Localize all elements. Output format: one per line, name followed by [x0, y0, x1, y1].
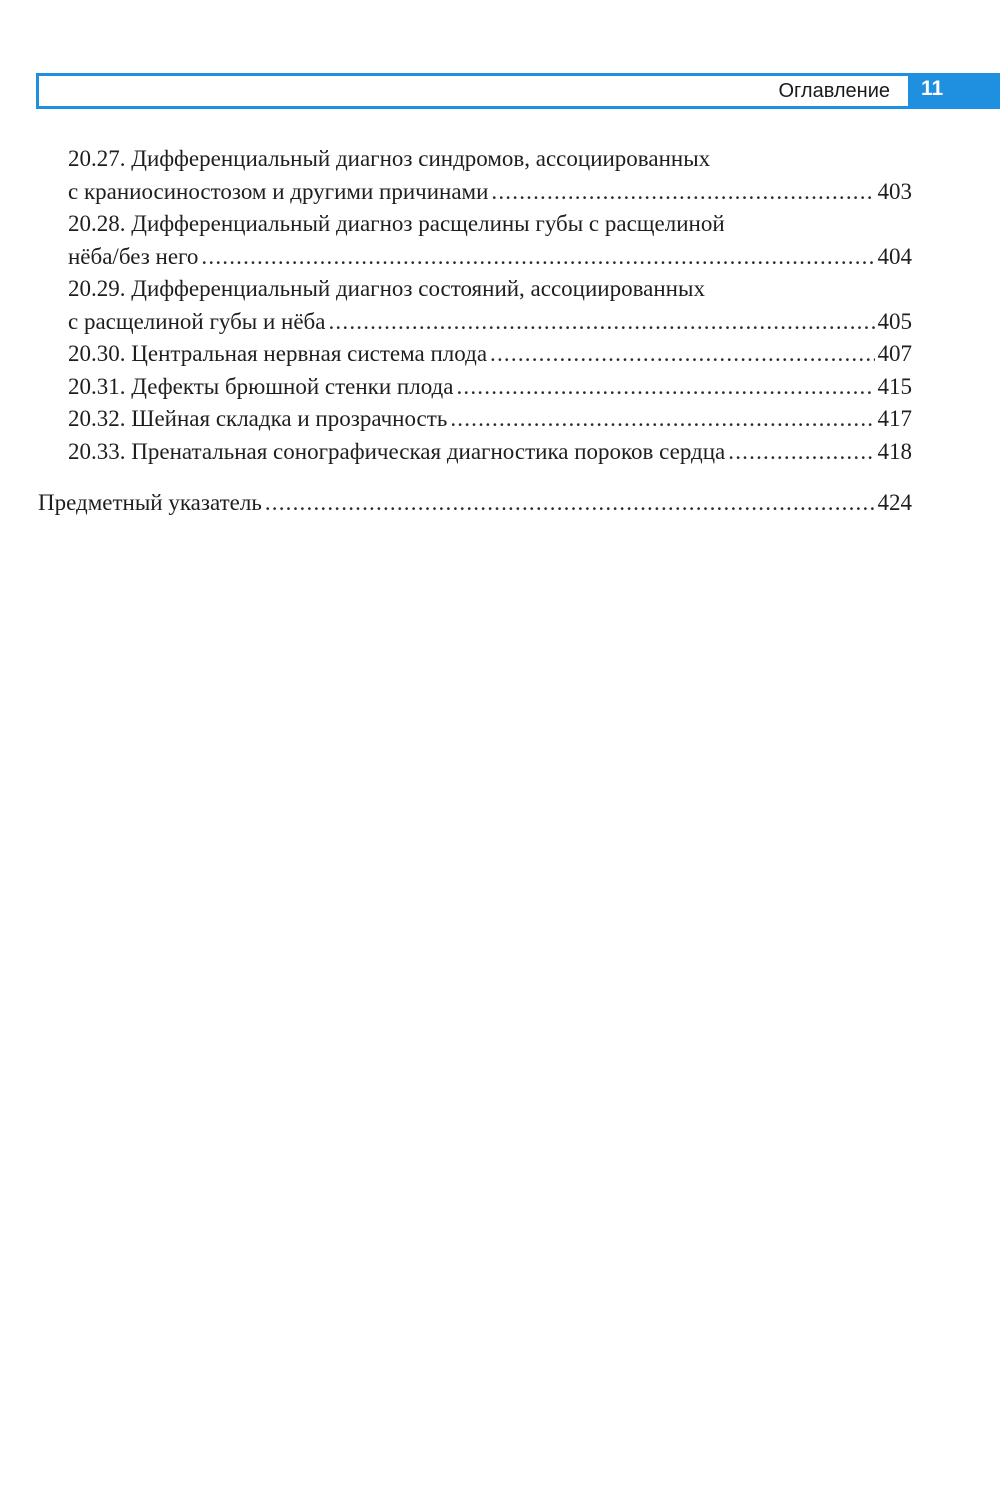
toc-entry-page: 404: [877, 243, 912, 269]
toc-entry-page: 407: [877, 341, 912, 366]
toc-entry-title: 20.29. Дифференциальный диагноз состояний, ассоциированных: [68, 276, 705, 301]
toc-entry-20-27[interactable]: [68, 143, 912, 208]
toc-entry-index[interactable]: [38, 487, 912, 520]
toc-entry-title: 20.28. Дифференциальный диагноз расщелины губы с расщелиной: [68, 211, 725, 236]
toc-entry-title: 20.30. Центральная нервная система плода: [68, 341, 488, 366]
dot-leader: [201, 241, 874, 274]
toc-entry-20-33[interactable]: [68, 436, 912, 469]
toc-index-title: Предметный указатель: [38, 490, 262, 515]
section-title: Оглавление: [778, 80, 890, 102]
dot-leader: [490, 338, 874, 371]
toc-entry-page: 403: [877, 178, 912, 204]
toc-entry-title: 20.32. Шейная складка и прозрачность: [68, 406, 448, 431]
toc-entry-title-continued: с краниосиностозом и другими причинами: [68, 178, 489, 204]
toc-entry-title: 20.31. Дефекты брюшной стенки плода: [68, 373, 454, 399]
dot-leader: [328, 306, 874, 339]
toc-entry-20-32[interactable]: [68, 403, 912, 436]
dot-leader: [450, 403, 874, 436]
toc-entry-title-continued: нёба/без него: [68, 243, 199, 269]
toc-entry-title-continued: с расщелиной губы и нёба: [68, 308, 326, 334]
toc-entry-20-29[interactable]: [68, 273, 912, 338]
toc-entry-title: 20.27. Дифференциальный диагноз синдромов, ассоциированных: [68, 146, 711, 171]
toc-entry-page: 405: [877, 308, 912, 334]
dot-leader: [265, 487, 875, 520]
toc-entry-page: 417: [877, 406, 912, 431]
dot-leader: [456, 371, 874, 404]
toc-index-page: 424: [877, 490, 912, 515]
toc-entry-page: 415: [877, 373, 912, 399]
toc-entry-20-30[interactable]: [68, 338, 912, 371]
dot-leader: [728, 436, 874, 469]
toc-entry-20-28[interactable]: [68, 208, 912, 273]
page-number-box: [908, 73, 1000, 109]
dot-leader: [491, 176, 874, 209]
running-header: [36, 73, 910, 109]
page-number: 11: [921, 77, 944, 100]
toc-entry-title: 20.33. Пренатальная сонографическая диагностика пороков сердца: [68, 438, 726, 464]
table-of-contents: [0, 143, 1000, 520]
toc-entry-20-31[interactable]: [68, 371, 912, 404]
toc-entry-page: 418: [877, 438, 912, 464]
